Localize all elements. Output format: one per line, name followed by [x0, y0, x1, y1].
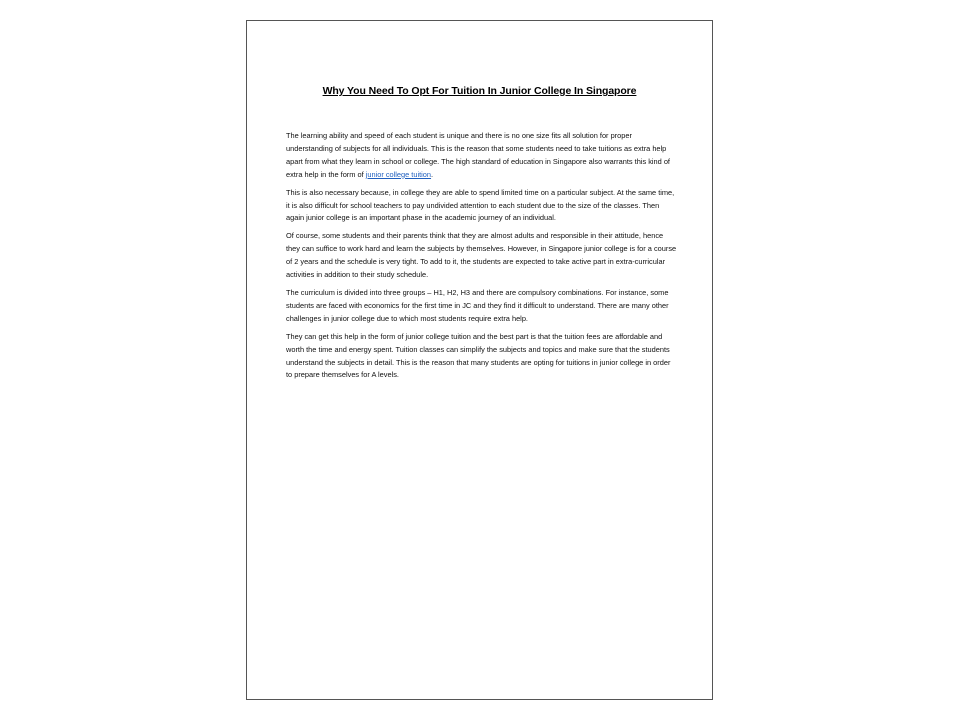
document-title: Why You Need To Opt For Tuition In Junior College In Singapore	[322, 85, 637, 97]
paragraph-1	[286, 130, 678, 182]
paragraph-3: Of course, some students and their parents think that they are almost adults and responsible in their attitude, hence they can suffice to work hard and learn the subjects by themselves. However, in Singapore junior college is for a course of 2 years and the schedule is very tight. To add to it, the students are expected to take active part in extra-curricular activities in addition to their study schedule.	[286, 231, 677, 280]
paragraph-1-end: .	[431, 169, 434, 179]
paragraph-2: This is also necessary because, in college they are able to spend limited time on a particular subject. At the same time, it is also difficult for school teachers to pay undivided attention to each student due to the size of the classes. Then again junior college is an important phase in the academic journey of an individual.	[286, 187, 675, 223]
document-body	[286, 130, 678, 387]
paragraph-1-text: The learning ability and speed of each student is unique and there is no one size fits all solution for proper understanding of subjects for all individuals. This is the reason that some students need to take tuitions as extra help apart from what they learn in school or college. The high standard of education in Singapore also warrants this kind of extra help in the form of	[286, 131, 670, 179]
paragraph-5: They can get this help in the form of junior college tuition and the best part is that the tuition fees are affordable and worth the time and energy spent. Tuition classes can simplify the subjects and topics and make sure that the students understand the subjects in detail. This is the reason that many students are opting for tuitions in junior college in order to prepare themselves for A levels.	[286, 331, 671, 380]
junior-college-tuition-link[interactable]: junior college tuition	[365, 169, 432, 179]
document-page	[246, 20, 713, 700]
paragraph-4: The curriculum is divided into three groups – H1, H2, H3 and there are compulsory combinations. For instance, some students are faced with economics for the first time in JC and they find it difficult to understand. There are many other challenges in junior college due to which most students require extra help.	[286, 287, 669, 323]
